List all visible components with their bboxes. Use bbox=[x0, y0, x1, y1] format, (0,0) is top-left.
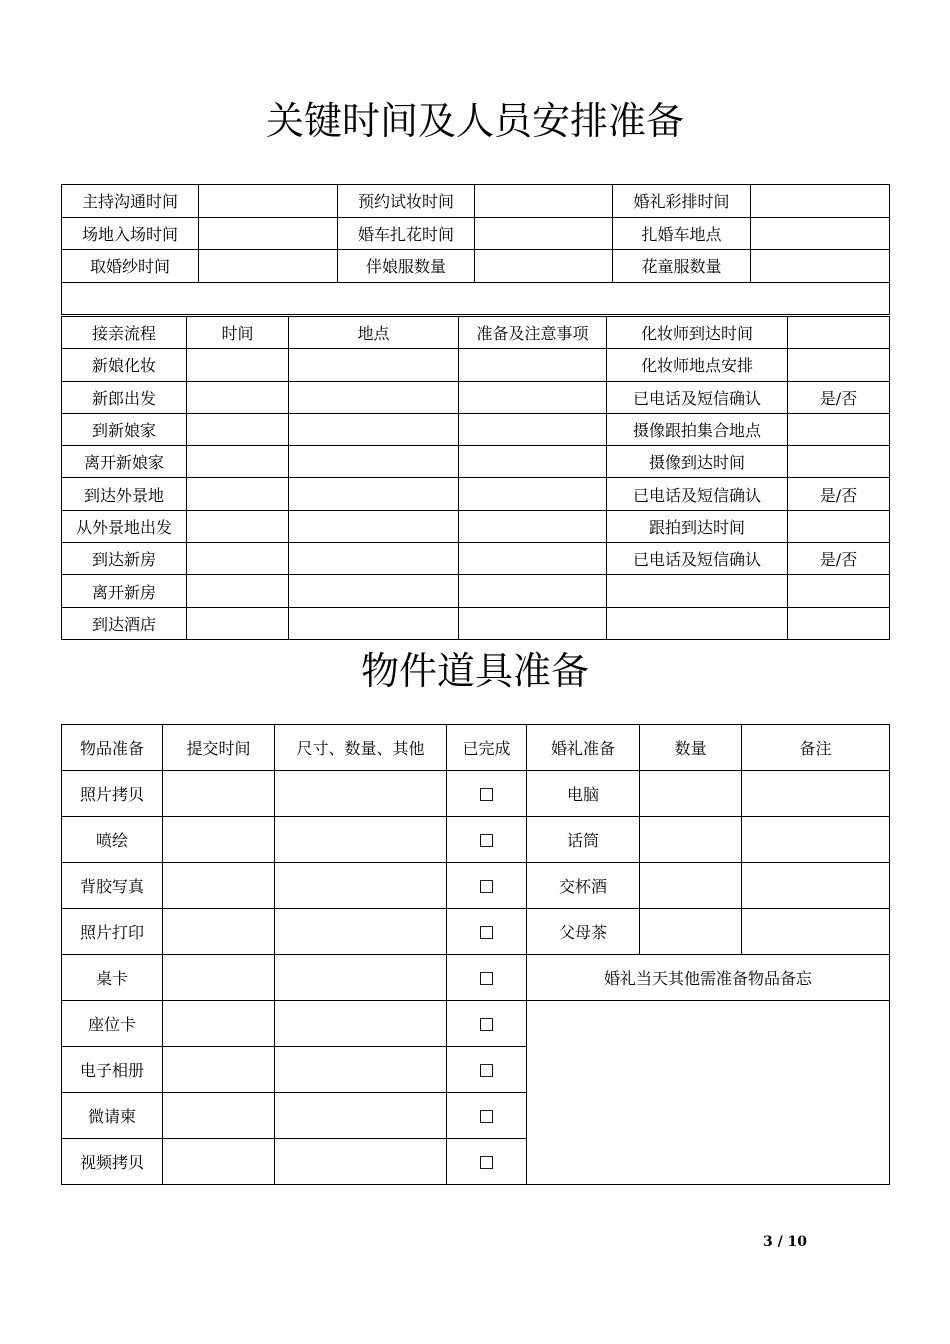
table-header-row bbox=[62, 725, 890, 771]
staff-value[interactable] bbox=[788, 607, 890, 639]
spacer-row bbox=[62, 282, 890, 315]
table-row bbox=[62, 575, 890, 607]
submit-time-cell[interactable] bbox=[163, 771, 275, 817]
column-header: 物品准备 bbox=[62, 725, 163, 771]
column-header: 准备及注意事项 bbox=[459, 317, 607, 349]
table-row bbox=[62, 413, 890, 445]
table-row bbox=[62, 955, 890, 1001]
submit-time-cell[interactable] bbox=[163, 817, 275, 863]
staff-value[interactable] bbox=[788, 446, 890, 478]
table-row bbox=[62, 771, 890, 817]
time-cell[interactable] bbox=[187, 607, 289, 639]
submit-time-cell[interactable] bbox=[163, 1093, 275, 1139]
field-label: 婚车扎花时间 bbox=[338, 217, 475, 250]
spec-cell[interactable] bbox=[275, 1093, 447, 1139]
step-label: 到达酒店 bbox=[62, 607, 187, 639]
wedding-item-label: 父母茶 bbox=[527, 909, 640, 955]
staff-label: 已电话及短信确认 bbox=[607, 381, 788, 413]
field-label: 扎婚车地点 bbox=[613, 217, 751, 250]
notes-cell[interactable] bbox=[459, 607, 607, 639]
staff-label: 化妆师地点安排 bbox=[607, 349, 788, 381]
spec-cell[interactable] bbox=[275, 1139, 447, 1185]
item-label: 喷绘 bbox=[62, 817, 163, 863]
notes-cell[interactable] bbox=[459, 381, 607, 413]
item-label: 微请柬 bbox=[62, 1093, 163, 1139]
submit-time-cell[interactable] bbox=[163, 1139, 275, 1185]
location-cell[interactable] bbox=[289, 510, 459, 542]
quantity-cell[interactable] bbox=[640, 909, 742, 955]
location-cell[interactable] bbox=[289, 446, 459, 478]
column-header: 时间 bbox=[187, 317, 289, 349]
done-checkbox[interactable]: □ bbox=[447, 817, 527, 863]
field-label: 伴娘服数量 bbox=[338, 250, 475, 283]
item-label: 视频拷贝 bbox=[62, 1139, 163, 1185]
step-label: 离开新娘家 bbox=[62, 446, 187, 478]
spec-cell[interactable] bbox=[275, 955, 447, 1001]
table-row bbox=[62, 510, 890, 542]
props-table bbox=[61, 724, 890, 1185]
table-row bbox=[62, 381, 890, 413]
staff-label: 已电话及短信确认 bbox=[607, 543, 788, 575]
spec-cell[interactable] bbox=[275, 909, 447, 955]
quantity-cell[interactable] bbox=[640, 817, 742, 863]
location-cell[interactable] bbox=[289, 478, 459, 510]
column-header: 尺寸、数量、其他 bbox=[275, 725, 447, 771]
submit-time-cell[interactable] bbox=[163, 863, 275, 909]
step-label: 到新娘家 bbox=[62, 413, 187, 445]
location-cell[interactable] bbox=[289, 381, 459, 413]
quantity-cell[interactable] bbox=[640, 863, 742, 909]
staff-label: 已电话及短信确认 bbox=[607, 478, 788, 510]
staff-label: 跟拍到达时间 bbox=[607, 510, 788, 542]
staff-value[interactable]: 是/否 bbox=[788, 381, 890, 413]
table-row bbox=[62, 446, 890, 478]
table-row bbox=[62, 817, 890, 863]
staff-value[interactable] bbox=[788, 349, 890, 381]
location-cell[interactable] bbox=[289, 349, 459, 381]
staff-value[interactable]: 是/否 bbox=[788, 543, 890, 575]
field-label: 婚礼彩排时间 bbox=[613, 185, 751, 218]
step-label: 新郎出发 bbox=[62, 381, 187, 413]
time-cell[interactable] bbox=[187, 349, 289, 381]
field-label: 预约试妆时间 bbox=[338, 185, 475, 218]
done-checkbox[interactable]: □ bbox=[447, 1047, 527, 1093]
notes-cell[interactable] bbox=[459, 543, 607, 575]
field-value[interactable] bbox=[751, 250, 890, 283]
table-row bbox=[62, 478, 890, 510]
page-title: 关键时间及人员安排准备 bbox=[265, 99, 684, 143]
spec-cell[interactable] bbox=[275, 1047, 447, 1093]
item-label: 桌卡 bbox=[62, 955, 163, 1001]
table-row bbox=[62, 217, 890, 250]
spec-cell[interactable] bbox=[275, 1001, 447, 1047]
field-value[interactable] bbox=[788, 317, 890, 349]
remark-cell[interactable] bbox=[742, 817, 890, 863]
step-label: 新娘化妆 bbox=[62, 349, 187, 381]
table-row bbox=[62, 250, 890, 283]
time-cell[interactable] bbox=[187, 575, 289, 607]
item-label: 背胶写真 bbox=[62, 863, 163, 909]
column-header: 婚礼准备 bbox=[527, 725, 640, 771]
field-label: 花童服数量 bbox=[613, 250, 751, 283]
done-checkbox[interactable]: □ bbox=[447, 909, 527, 955]
notes-cell[interactable] bbox=[459, 413, 607, 445]
table-row bbox=[62, 1001, 890, 1047]
field-value[interactable] bbox=[475, 185, 613, 218]
table-row bbox=[62, 349, 890, 381]
submit-time-cell[interactable] bbox=[163, 955, 275, 1001]
step-label: 离开新房 bbox=[62, 575, 187, 607]
table-row bbox=[62, 543, 890, 575]
field-label: 取婚纱时间 bbox=[62, 250, 199, 283]
submit-time-cell[interactable] bbox=[163, 909, 275, 955]
location-cell[interactable] bbox=[289, 413, 459, 445]
field-value[interactable] bbox=[199, 185, 338, 218]
staff-label bbox=[607, 575, 788, 607]
field-value[interactable] bbox=[199, 217, 338, 250]
staff-label: 摄像到达时间 bbox=[607, 446, 788, 478]
column-header: 备注 bbox=[742, 725, 890, 771]
item-label: 照片打印 bbox=[62, 909, 163, 955]
time-cell[interactable] bbox=[187, 446, 289, 478]
field-value[interactable] bbox=[751, 217, 890, 250]
remark-cell[interactable] bbox=[742, 909, 890, 955]
spec-cell[interactable] bbox=[275, 863, 447, 909]
submit-time-cell[interactable] bbox=[163, 1001, 275, 1047]
table-header-row bbox=[62, 317, 890, 349]
wedding-item-label: 电脑 bbox=[527, 771, 640, 817]
staff-label bbox=[607, 607, 788, 639]
staff-label: 摄像跟拍集合地点 bbox=[607, 413, 788, 445]
pickup-schedule-table bbox=[61, 316, 890, 640]
column-header: 数量 bbox=[640, 725, 742, 771]
item-label: 座位卡 bbox=[62, 1001, 163, 1047]
quantity-cell[interactable] bbox=[640, 771, 742, 817]
column-header: 提交时间 bbox=[163, 725, 275, 771]
schedule-table bbox=[61, 184, 890, 315]
staff-value[interactable] bbox=[788, 413, 890, 445]
done-checkbox[interactable]: □ bbox=[447, 955, 527, 1001]
field-label: 场地入场时间 bbox=[62, 217, 199, 250]
remark-cell[interactable] bbox=[742, 771, 890, 817]
wedding-item-label: 话筒 bbox=[527, 817, 640, 863]
column-header: 已完成 bbox=[447, 725, 527, 771]
spec-cell[interactable] bbox=[275, 771, 447, 817]
time-cell[interactable] bbox=[187, 413, 289, 445]
field-value[interactable] bbox=[751, 185, 890, 218]
location-cell[interactable] bbox=[289, 543, 459, 575]
field-label: 主持沟通时间 bbox=[62, 185, 199, 218]
table-row bbox=[62, 607, 890, 639]
notes-cell[interactable] bbox=[459, 575, 607, 607]
done-checkbox[interactable]: □ bbox=[447, 863, 527, 909]
step-label: 到达外景地 bbox=[62, 478, 187, 510]
page-number: 3 / 10 bbox=[762, 1234, 808, 1250]
location-cell[interactable] bbox=[289, 575, 459, 607]
field-value[interactable] bbox=[199, 250, 338, 283]
time-cell[interactable] bbox=[187, 510, 289, 542]
notes-cell[interactable] bbox=[459, 446, 607, 478]
notes-cell[interactable] bbox=[459, 478, 607, 510]
item-label: 照片拷贝 bbox=[62, 771, 163, 817]
notes-cell[interactable] bbox=[459, 510, 607, 542]
notes-cell[interactable] bbox=[459, 349, 607, 381]
wedding-item-label: 交杯酒 bbox=[527, 863, 640, 909]
item-label: 电子相册 bbox=[62, 1047, 163, 1093]
location-cell[interactable] bbox=[289, 607, 459, 639]
table-row bbox=[62, 185, 890, 218]
section-title: 物件道具准备 bbox=[360, 649, 589, 693]
submit-time-cell[interactable] bbox=[163, 1047, 275, 1093]
field-value[interactable] bbox=[475, 217, 613, 250]
memo-label: 婚礼当天其他需准备物品备忘 bbox=[527, 955, 890, 1001]
table-row bbox=[62, 863, 890, 909]
time-cell[interactable] bbox=[187, 381, 289, 413]
step-label: 到达新房 bbox=[62, 543, 187, 575]
staff-value[interactable] bbox=[788, 575, 890, 607]
staff-value[interactable]: 是/否 bbox=[788, 478, 890, 510]
remark-cell[interactable] bbox=[742, 863, 890, 909]
memo-area[interactable] bbox=[527, 1001, 890, 1185]
done-checkbox[interactable]: □ bbox=[447, 771, 527, 817]
time-cell[interactable] bbox=[187, 543, 289, 575]
field-value[interactable] bbox=[475, 250, 613, 283]
column-header: 地点 bbox=[289, 317, 459, 349]
column-header: 接亲流程 bbox=[62, 317, 187, 349]
step-label: 从外景地出发 bbox=[62, 510, 187, 542]
staff-value[interactable] bbox=[788, 510, 890, 542]
done-checkbox[interactable]: □ bbox=[447, 1001, 527, 1047]
table-row bbox=[62, 282, 890, 315]
column-header: 化妆师到达时间 bbox=[607, 317, 788, 349]
time-cell[interactable] bbox=[187, 478, 289, 510]
spec-cell[interactable] bbox=[275, 817, 447, 863]
table-row bbox=[62, 909, 890, 955]
done-checkbox[interactable]: □ bbox=[447, 1093, 527, 1139]
done-checkbox[interactable]: □ bbox=[447, 1139, 527, 1185]
